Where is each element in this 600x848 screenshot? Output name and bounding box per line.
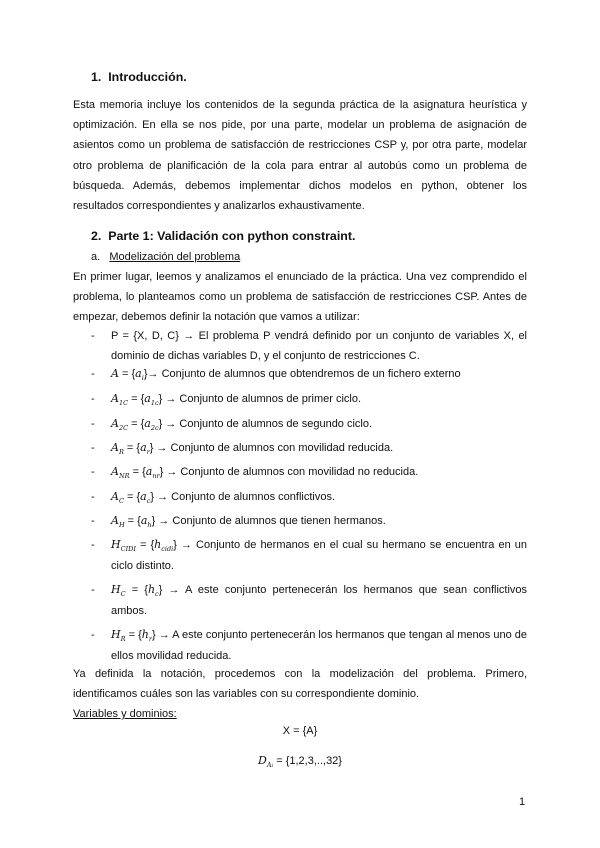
- variables-heading: Variables y dominios:: [73, 708, 177, 720]
- section-heading-1: 1. Introducción.: [91, 70, 187, 84]
- modeling-paragraph: Ya definida la notación, procedemos con la modelización del problema. Primero, identificamos cuáles son las variables con su correspondiente dominio.: [73, 668, 527, 701]
- document-page: 1. Introducción. Esta memoria incluye los contenidos de la segunda práctica de la asignatura heurística y optimización. En ella se nos pide, por una parte, modelar un problema de asignación de asientos como un problema de satisfacción de restricciones CSP y, por otra parte, modelar otro problema de planificación de la cola para entrar al autobús como un problema de búsqueda. Además, debemos implementar dichos modelos en python, obtener los resultados correspondientes y analizarlos exhaustivamente. 2. Parte 1: Validación con python constraint. a. Modelización del problema En primer lugar, leemos y analizamos el enunciado de la práctica. Una vez comprendido el problema, lo planteamos como un problema de satisfacción de restricciones CSP. Antes de empezar, debemos definir la notación que vamos a utilizar: - P = {X, D, C} → El problema P vendrá definido por un conjunto de variables X, el dominio de dichas variables D, y el conjunto de restricciones C. - $A = \{a_i\}\to$ Conjunto de alumnos que obtendremos de un fichero externo - $A_{1C} = \{a_{1c}\}$ → Conjunto de alumnos de primer ciclo. - $A_{2C} = \{a_{2c}\}$ → Conjunto de alumnos de segundo ciclo. - $A_R = \{a_r\}$ → Conjunto de alumnos con movilidad reducida. - $A_{NR} = \{a_{nr}\}$ → Conjunto de alumnos con movilidad no reducida. - $A_C = \{a_c\}$ → Conjunto de alumnos conflictivos. - $A_H = \{a_h\}$ → Conjunto de alumnos que tienen hermanos. - $H_{CIDI} = \{h_{cidi}\}$ → Conjunto de hermanos en el cual su hermano se encuentra en un ciclo distinto. - $H_C = \{h_c\} \to A$ este conjunto pertenecerán los hermanos que sean conflictivos ambos. - $H_R = \{h_r\} \to A$ este conjunto pertenecerán los hermanos que tengan al menos uno de ellos movilidad reducida. Ya definida la notación, procedemos con la modelización del problema. Primero, identificamos cuáles son las variables con su correspondiente dominio. Variables y dominios: X = {A} $D_{Ai} = \{1,2,3,..,32\}$ 1: [73, 70, 528, 808]
- notation-intro-paragraph: En primer lugar, leemos y analizamos el enunciado de la práctica. Una vez comprendido el problema, lo planteamos como un problema de satisfacción de restricciones CSP. Antes de empezar, debemos definir la notación que vamos a utilizar:: [73, 271, 527, 324]
- equation-domain: $D_{Ai} = \{1,2,3,..,32\}$: [258, 754, 342, 769]
- section-heading-2: 2. Parte 1: Validación con python constraint.: [91, 229, 356, 243]
- intro-paragraph: Esta memoria incluye los contenidos de la segunda práctica de la asignatura heurística y optimización. En ella se nos pide, por una parte, modelar un problema de asignación de asientos como un problema de satisfacción de restricciones CSP y, por otra parte, modelar otro problema de planificación de la cola para entrar al autobús como un problema de búsqueda. Además, debemos implementar dichos modelos en python, obtener los resultados correspondientes y analizarlos exhaustivamente.: [73, 99, 527, 213]
- equation-variables: X = {A}: [282, 725, 318, 737]
- page-number: 1: [519, 796, 526, 808]
- subsection-heading: a. Modelización del problema: [91, 251, 241, 263]
